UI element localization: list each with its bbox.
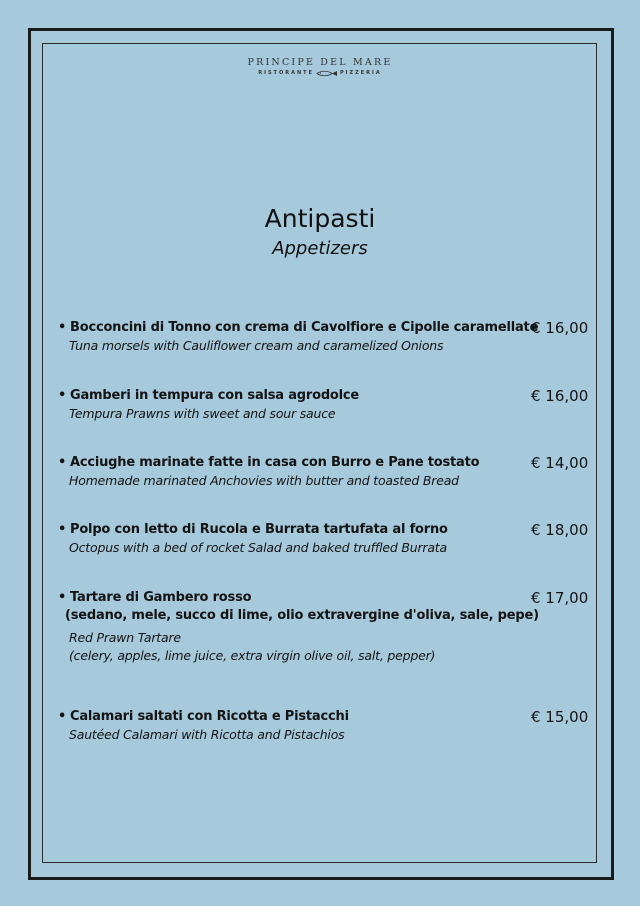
menu-item [58, 521, 588, 557]
bullet-icon: • [58, 388, 67, 403]
menu-item-name-text: Acciughe marinate fatte in casa con Burro e Pane tostato [70, 455, 480, 470]
menu-item-english: Red Prawn Tartare [69, 630, 181, 645]
menu-item-name-text: Gamberi in tempura con salsa agrodolce [70, 388, 360, 403]
logo-ristorante: RISTORANTE [258, 70, 314, 76]
menu-item-english: Sautéed Calamari with Ricotta and Pistachios [69, 727, 345, 742]
menu-item-name [58, 521, 588, 539]
menu-item-name [58, 387, 588, 405]
logo-pizzeria: PIZZERIA [339, 70, 382, 76]
section-subtitle: Appetizers [272, 238, 368, 259]
fish-icon [316, 70, 338, 77]
restaurant-logo [0, 57, 640, 77]
menu-item-name [58, 454, 588, 472]
menu-item-name-text: Polpo con letto di Rucola e Burrata tartufata al forno [70, 522, 448, 537]
menu-item-english-ingredients: (celery, apples, lime juice, extra virgin olive oil, salt, pepper) [69, 648, 436, 663]
menu-item-price: € 14,00 [531, 454, 589, 472]
menu-item [58, 387, 588, 423]
logo-brand-name: PRINCIPE DEL MARE [247, 57, 393, 68]
menu-item-name [58, 708, 588, 726]
menu-item [58, 454, 588, 490]
menu-item-price: € 18,00 [531, 521, 589, 539]
bullet-icon: • [58, 522, 67, 537]
logo-subline [0, 69, 640, 77]
menu-item-price: € 16,00 [531, 319, 589, 337]
menu-item-english: Tuna morsels with Cauliflower cream and caramelized Onions [69, 338, 444, 353]
menu-item-name-text: Bocconcini di Tonno con crema di Cavolfiore e Cipolle caramellate [70, 320, 539, 335]
menu-item-ingredients: (sedano, mele, succo di lime, olio extravergine d'oliva, sale, pepe) [65, 608, 539, 623]
menu-item-english: Octopus with a bed of rocket Salad and baked truffled Burrata [69, 540, 447, 555]
bullet-icon: • [58, 590, 67, 605]
section-title: Antipasti [264, 204, 376, 233]
bullet-icon: • [58, 320, 67, 335]
menu-item-english: Homemade marinated Anchovies with butter and toasted Bread [69, 473, 459, 488]
bullet-icon: • [58, 709, 67, 724]
menu-item-name [58, 589, 588, 607]
menu-item-price: € 17,00 [531, 589, 589, 607]
menu-item-name-text: Calamari saltati con Ricotta e Pistacchi [70, 709, 349, 724]
menu-item-english: Tempura Prawns with sweet and sour sauce [69, 406, 336, 421]
menu-item-price: € 15,00 [531, 708, 589, 726]
menu-item-price: € 16,00 [531, 387, 589, 405]
menu-item [58, 319, 588, 355]
menu-item [58, 589, 588, 665]
menu-item-name-text: Tartare di Gambero rosso [70, 590, 252, 605]
menu-item [58, 708, 588, 744]
menu-item-name [58, 319, 588, 337]
bullet-icon: • [58, 455, 67, 470]
